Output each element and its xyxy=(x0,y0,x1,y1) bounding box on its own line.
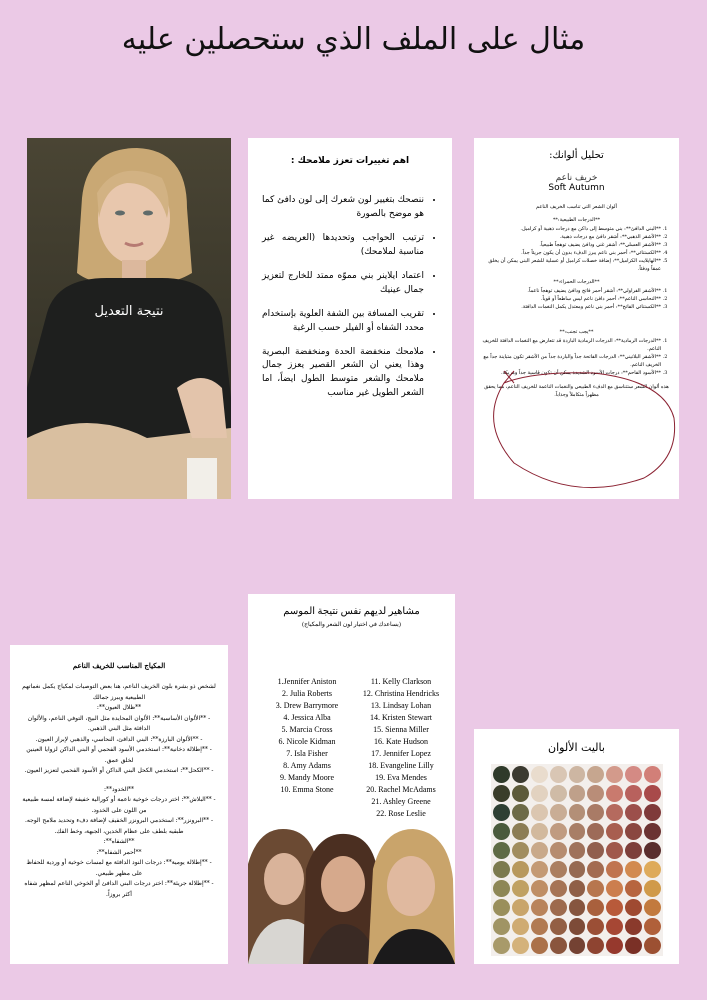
list-item: 2. **الأشقر البلاتيني**: الدرجات الفاتحة جداً والباردة جداً من الأشقر تكون متباينة جداً مع الخريف الناعم. xyxy=(482,353,661,369)
color-swatch xyxy=(512,899,529,916)
analysis-closing: هذه ألوان الشعر ستتناسق مع الدفء الطبيعي والنغمات الناعمة للخريف الناعم، مما يحقق مظهراً متكاملاً وجذاباً. xyxy=(484,384,669,398)
color-swatch xyxy=(531,842,548,859)
color-swatch xyxy=(644,842,661,859)
tip-item: • تقريب المسافة بين الشفة العلوية بإستخدام محدد الشفاه أو الفيلر حسب الرغبة xyxy=(262,308,424,336)
celeb-name: 12. Christina Hendricks xyxy=(362,689,440,698)
color-swatch xyxy=(569,899,586,916)
color-analysis-panel xyxy=(474,138,679,499)
color-swatch xyxy=(531,899,548,916)
color-swatch xyxy=(493,804,510,821)
color-swatch xyxy=(531,766,548,783)
color-swatch xyxy=(550,804,567,821)
color-swatch xyxy=(531,880,548,897)
tips-title: اهم تغييرات تعزز ملامحك : xyxy=(290,156,410,166)
color-swatch xyxy=(550,899,567,916)
avoid-title: **يجب تجنب:** xyxy=(559,329,594,335)
page-title: مثال على الملف الذي ستحصلين عليه xyxy=(121,22,586,57)
color-swatch xyxy=(587,766,604,783)
color-swatch xyxy=(512,937,529,954)
list-item: 2. **الأشقر الذهبي**: أشقر دافئ مع درجات ذهبية. xyxy=(482,233,661,241)
celeb-name: 6. Nicole Kidman xyxy=(278,737,336,746)
color-swatch xyxy=(606,823,623,840)
celebs-subtitle: (يساعدك في اختيار لون الشعر والمكياج) xyxy=(302,622,401,628)
color-swatch xyxy=(606,899,623,916)
color-swatch xyxy=(644,861,661,878)
color-swatch xyxy=(644,804,661,821)
color-swatch xyxy=(625,823,642,840)
color-swatch xyxy=(512,823,529,840)
color-swatch xyxy=(569,785,586,802)
color-swatch xyxy=(606,804,623,821)
color-swatch xyxy=(606,766,623,783)
color-swatch xyxy=(644,899,661,916)
color-swatch xyxy=(512,766,529,783)
color-swatch xyxy=(606,880,623,897)
makeup-line: - **الكحل**: استخدمي الكحل البني الداكن أو الأسود الفحمي لتعزيز العيون. xyxy=(24,767,214,774)
color-swatch xyxy=(625,899,642,916)
celeb-name: 13. Lindsay Lohan xyxy=(370,701,432,710)
makeup-line: - **الألوان الأساسية**: الألوان المحايدة مثل البيج، التوفي الناعم، والألوان الدافئة مثل البني الذهبي. xyxy=(27,714,211,732)
color-swatch xyxy=(493,918,510,935)
makeup-title: المكياج المناسب للخريف الناعم xyxy=(72,661,166,670)
cheeks-title: **الخدود**: xyxy=(103,785,135,793)
makeup-line: - **إطلالة يومية**: درجات النود الدافئة مع لمسات خوخية أو وردية للحفاظ على مظهر طبيعي. xyxy=(26,859,212,877)
list-item: 1. **الأشقر الفراولي**: أشقر أحمر فاتح ودافئ يضيف توهجاً ناعماً. xyxy=(482,287,661,295)
tip-item: • ننصحك بتغيير لون شعرك إلى لون دافئ كما هو موضح بالصورة xyxy=(262,194,424,222)
color-swatch xyxy=(550,937,567,954)
makeup-line: - **الألوان البارزة**: البني الدافئ، النحاسي، والذهبي لإبراز العيون. xyxy=(35,735,203,743)
red-list xyxy=(482,287,671,311)
analysis-heading: تحليل ألوانك: xyxy=(549,150,604,161)
color-swatch xyxy=(569,823,586,840)
color-swatch xyxy=(512,918,529,935)
color-swatch xyxy=(644,766,661,783)
color-swatch xyxy=(569,918,586,935)
celeb-name: 1.Jennifer Aniston xyxy=(277,677,337,686)
color-swatch xyxy=(644,937,661,954)
celebs-title: مشاهير لديهم نفس نتيجة الموسم xyxy=(283,606,420,617)
color-swatch xyxy=(606,861,623,878)
celeb-name: 20. Rachel McAdams xyxy=(366,785,436,794)
makeup-intro: لشخص ذو بشرة بلون الخريف الناعم، هنا بعض التوصيات لمكياج يكمل نغماتهم الطبيعية ويبرز جمالك xyxy=(22,683,216,701)
color-swatch xyxy=(587,842,604,859)
color-swatch xyxy=(587,804,604,821)
tip-item: • ملامحك منخفضة الحدة ومنخفضة البصرية وهذا يعني ان الشعر القصير يعزز جمال ملامحك والشعر متوسط الطول ايضاً، اما الشعر الطويل غير مناسب xyxy=(262,346,424,402)
color-swatch xyxy=(550,766,567,783)
analysis-intro: ألوان الشعر التي تناسب الخريف الناعم xyxy=(536,204,617,210)
celeb-name: 10. Emma Stone xyxy=(280,785,334,794)
eyes-title: **ظلال العيون**: xyxy=(96,704,142,711)
color-swatch xyxy=(606,937,623,954)
celeb-name: 19. Eva Mendes xyxy=(375,773,427,782)
palette-title: باليت الألوان xyxy=(548,741,605,754)
hand-drawn-circle-mark xyxy=(474,363,679,499)
color-swatch xyxy=(569,804,586,821)
natural-title: **الدرجات الطبيعية:** xyxy=(552,217,601,223)
celeb-name: 8. Amy Adams xyxy=(283,761,331,770)
list-item: 1. **الدرجات الرمادية**: الدرجات الرمادية الباردة قد تتعارض مع النغمات الدافئة للخريف الناعم. xyxy=(482,337,661,353)
celeb-name: 3. Drew Barrymore xyxy=(275,701,339,710)
color-swatch xyxy=(569,861,586,878)
color-swatch xyxy=(569,766,586,783)
list-item: 3. **الكستنائي الفاتح**: أحمر بني ناعم ومعتدل يكمل النغمات الدافئة. xyxy=(482,303,661,311)
color-swatch xyxy=(512,842,529,859)
list-item: 4. **الكستنائي**: أحمر بني ناعم يبرز الدفء بدون أن يكون جريئاً جداً. xyxy=(482,249,661,257)
color-swatch xyxy=(531,937,548,954)
color-swatch xyxy=(606,842,623,859)
color-swatch xyxy=(550,861,567,878)
color-swatch xyxy=(644,880,661,897)
color-swatch xyxy=(512,880,529,897)
makeup-line: - **إطلالة جريئة**: اختر درجات البني الدافئ أو الخوخي الناعم لمظهر شفاه أكثر بروزاً. xyxy=(24,880,214,898)
color-swatch xyxy=(531,823,548,840)
celeb-name: 9. Mandy Moore xyxy=(280,773,334,782)
list-item: 5. **الهايلايت الكراميل**: إضافة خصلات كراميل أو عسلية للشعر البني يمكن أن يخلق عمقاً ودفئاً. xyxy=(482,257,661,273)
result-photo xyxy=(27,138,231,499)
color-swatch xyxy=(625,766,642,783)
color-swatch xyxy=(569,880,586,897)
makeup-panel xyxy=(10,645,228,964)
celeb-name: 5. Marcia Cross xyxy=(281,725,333,734)
color-swatch xyxy=(587,823,604,840)
color-swatch xyxy=(531,918,548,935)
color-swatch xyxy=(625,880,642,897)
celeb-name: 11. Kelly Clarkson xyxy=(370,677,432,686)
color-swatch xyxy=(493,842,510,859)
list-item: 1. **البني الدافئ**: بني متوسط إلى داكن مع درجات ذهبية أو كراميل. xyxy=(482,225,661,233)
color-swatch xyxy=(569,937,586,954)
natural-list xyxy=(482,225,671,273)
color-swatch xyxy=(587,861,604,878)
season-name-ar: خريف ناعم xyxy=(555,173,598,183)
celeb-name: 16. Kate Hudson xyxy=(374,737,428,746)
color-swatch xyxy=(550,918,567,935)
color-swatch xyxy=(625,842,642,859)
color-swatch xyxy=(550,842,567,859)
celeb-name: 22. Rose Leslie xyxy=(376,809,426,818)
color-swatch xyxy=(493,861,510,878)
celeb-name: 14. Kristen Stewart xyxy=(370,713,432,722)
tips-list xyxy=(262,194,438,401)
color-swatch xyxy=(493,766,510,783)
tip-item: • اعتماد ايلاينر بني مموّه ممتد للخارج لتعزيز جمال عينيك xyxy=(262,270,424,298)
red-title: **الدرجات الحمراء:** xyxy=(553,279,600,285)
color-swatch xyxy=(512,785,529,802)
color-swatch xyxy=(587,785,604,802)
color-swatch xyxy=(550,880,567,897)
color-swatch xyxy=(644,823,661,840)
celebs-column-2 xyxy=(348,676,454,820)
lips-title: **الشفاه**: xyxy=(103,838,135,845)
color-swatch xyxy=(512,804,529,821)
color-swatch xyxy=(625,804,642,821)
celebs-column-1 xyxy=(262,676,352,796)
color-swatch xyxy=(493,880,510,897)
color-swatch xyxy=(493,899,510,916)
celebrities-panel xyxy=(248,594,455,964)
color-swatch xyxy=(493,785,510,802)
celeb-name: 15. Sienna Miller xyxy=(373,725,429,734)
list-item: 3. **الأشقر العسلي**: أشقر غني ودافئ يضيف توهجاً طبيعياً. xyxy=(482,241,661,249)
color-swatch xyxy=(587,880,604,897)
makeup-line: - **البرونزر**: استخدمي البرونزر الخفيف لإضافة دفء وتحديد ملامح الوجه. طبقيه بلطف على عظام الخدين، الجبهة، وخط الفك. xyxy=(24,817,214,835)
celebrities-photo xyxy=(248,824,455,964)
celeb-name: 17. Jennifer Lopez xyxy=(371,749,431,758)
list-item: 2. **النحاسي الناعم**: أحمر دافئ ناعم ليس ساطعاً أو قوياً. xyxy=(482,295,661,303)
celeb-name: 7. Isla Fisher xyxy=(286,749,328,758)
color-swatch xyxy=(531,804,548,821)
color-swatch xyxy=(512,861,529,878)
lips-subtitle: **أحمر الشفاه**: xyxy=(96,848,142,856)
swatch-grid xyxy=(491,764,663,956)
color-palette-panel xyxy=(474,729,679,964)
color-swatch xyxy=(493,937,510,954)
tip-item: • ترتيب الحواجب وتحديدها (العريضه غير مناسبة لملامحك) xyxy=(262,232,424,260)
season-name-en: Soft Autumn xyxy=(548,183,605,193)
makeup-line: - **البلاش**: اختر درجات خوخية ناعمة أو كورالية خفيفة لإضافة لمسة طبيعية من اللون على الخدود. xyxy=(22,796,216,814)
color-swatch xyxy=(531,861,548,878)
result-label: نتيجة التعديل xyxy=(94,304,164,319)
color-swatch xyxy=(550,785,567,802)
color-swatch xyxy=(625,918,642,935)
list-item: 3. **الأسود الفاحم**: درجات الأسود الشديدة يمكن أن تكون قاسية جداً ومربكة. xyxy=(482,369,661,377)
color-swatch xyxy=(550,823,567,840)
celeb-name: 2. Julia Roberts xyxy=(282,689,332,698)
color-swatch xyxy=(569,842,586,859)
color-swatch xyxy=(493,823,510,840)
color-swatch xyxy=(625,861,642,878)
color-swatch xyxy=(644,785,661,802)
color-swatch xyxy=(606,918,623,935)
color-swatch xyxy=(531,785,548,802)
celeb-name: 18. Evangeline Lilly xyxy=(368,761,434,770)
color-swatch xyxy=(587,937,604,954)
celeb-name: 21. Ashley Greene xyxy=(371,797,431,806)
color-swatch xyxy=(606,785,623,802)
color-swatch xyxy=(625,785,642,802)
celeb-name: 4. Jessica Alba xyxy=(283,713,331,722)
tips-panel xyxy=(248,138,452,499)
makeup-line: - **إطلالة دخانية**: استخدمي الأسود الفحمي أو البني الداكن لزوايا العينين لخلق عمق. xyxy=(26,746,212,764)
color-swatch xyxy=(587,899,604,916)
color-swatch xyxy=(587,918,604,935)
color-swatch xyxy=(644,918,661,935)
color-swatch xyxy=(625,937,642,954)
